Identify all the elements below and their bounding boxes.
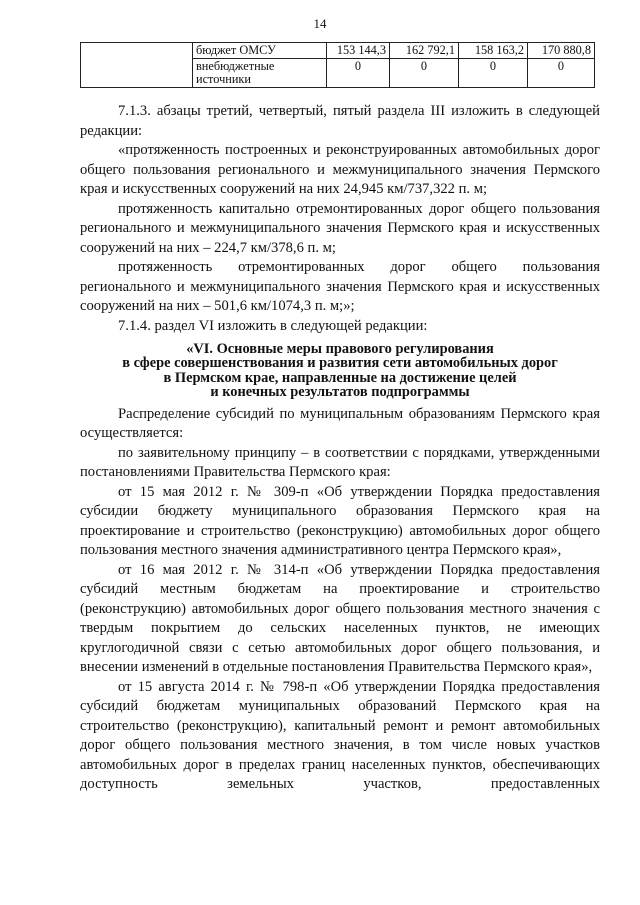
table-row (81, 43, 595, 59)
paragraph-7-1-4: 7.1.4. раздел VI изложить в следующей редакции: (118, 317, 428, 334)
paragraph-length-repaired: протяженность отремонтированных дорог общего пользования регионального и межмуниципального значения Пермского края и искусственных сооружений на них – 501,6 км/1074,3 п. м;»; (80, 259, 600, 314)
table-cell-value: 0 (459, 59, 528, 88)
table-cell-value: 153 144,3 (327, 43, 390, 59)
document-body (80, 102, 600, 795)
table-cell-source: внебюджетные источники (193, 59, 327, 88)
section-heading-line: и конечных результатов подпрограммы (210, 384, 470, 401)
page-number: 14 (313, 16, 327, 31)
paragraph-principle: по заявительному принципу – в соответствии с порядками, утвержденными постановлениями Правительства Пермского края: (80, 444, 600, 481)
paragraph-distribution: Распределение субсидий по муниципальным образованиям Пермского края осуществляется: (80, 405, 600, 442)
paragraph-7-1-3: 7.1.3. абзацы третий, четвертый, пятый раздела III изложить в следующей редакции: (80, 103, 600, 139)
table-cell-value: 162 792,1 (390, 43, 459, 59)
paragraph-resolution-798: от 15 августа 2014 г. № 798-п «Об утверждении Порядка предоставления субсидий бюджетам муниципальных образований Пермского края на строительство (реконструкцию), капитальный ремонт и ремонт автомобильных дорог общего пользования местного значения, в том числе новых участков автомобильных дорог в пределах границ населенных пунктов, обеспечивающих доступность земельных участков, предоставленных (80, 678, 600, 793)
table-cell-value: 0 (327, 59, 390, 88)
section-heading-line: в Пермском крае, направленные на достижение целей (163, 369, 517, 386)
section-heading-line: «VI. Основные меры правового регулирования (186, 341, 494, 357)
section-heading (80, 342, 600, 400)
table-cell-value: 0 (390, 59, 459, 88)
paragraph-length-built: «протяженность построенных и реконструированных автомобильных дорог общего пользования регионального и межмуниципального значения Пермского края и искусственных сооружений на них 24,945 км/737,322 п. м; (80, 142, 600, 197)
table-cell-value: 0 (528, 59, 595, 88)
table-cell-source: бюджет ОМСУ (193, 43, 327, 59)
section-heading-line: в сфере совершенствования и развития сети автомобильных дорог (122, 355, 558, 372)
table-cell-value: 158 163,2 (459, 43, 528, 59)
table-cell-empty (81, 43, 193, 88)
paragraph-length-capital-repair: протяженность капитально отремонтированных дорог общего пользования регионального и межмуниципального значения Пермского края и искусственных сооружений на них – 224,7 км/378,6 п. м; (80, 200, 600, 256)
paragraph-resolution-314: от 16 мая 2012 г. № 314-п «Об утверждении Порядка предоставления субсидий местным бюджетам на проектирование и строительство (реконструкцию) автомобильных дорог общего пользования местного значения с твердым покрытием до сельских населенных пунктов, не имеющих круглогодичной связи с сетью автомобильных дорог общего пользования, и внесении изменений в отдельные постановления Правительства Пермского края», (80, 561, 600, 676)
paragraph-resolution-309: от 15 мая 2012 г. № 309-п «Об утверждении Порядка предоставления субсидии бюджету муниципального образования Пермского края на проектирование и строительство (реконструкцию) автомобильных дорог общего пользования местного значения административного центра Пермского края», (80, 483, 600, 559)
funding-table (80, 42, 595, 88)
table-cell-value: 170 880,8 (528, 43, 595, 59)
